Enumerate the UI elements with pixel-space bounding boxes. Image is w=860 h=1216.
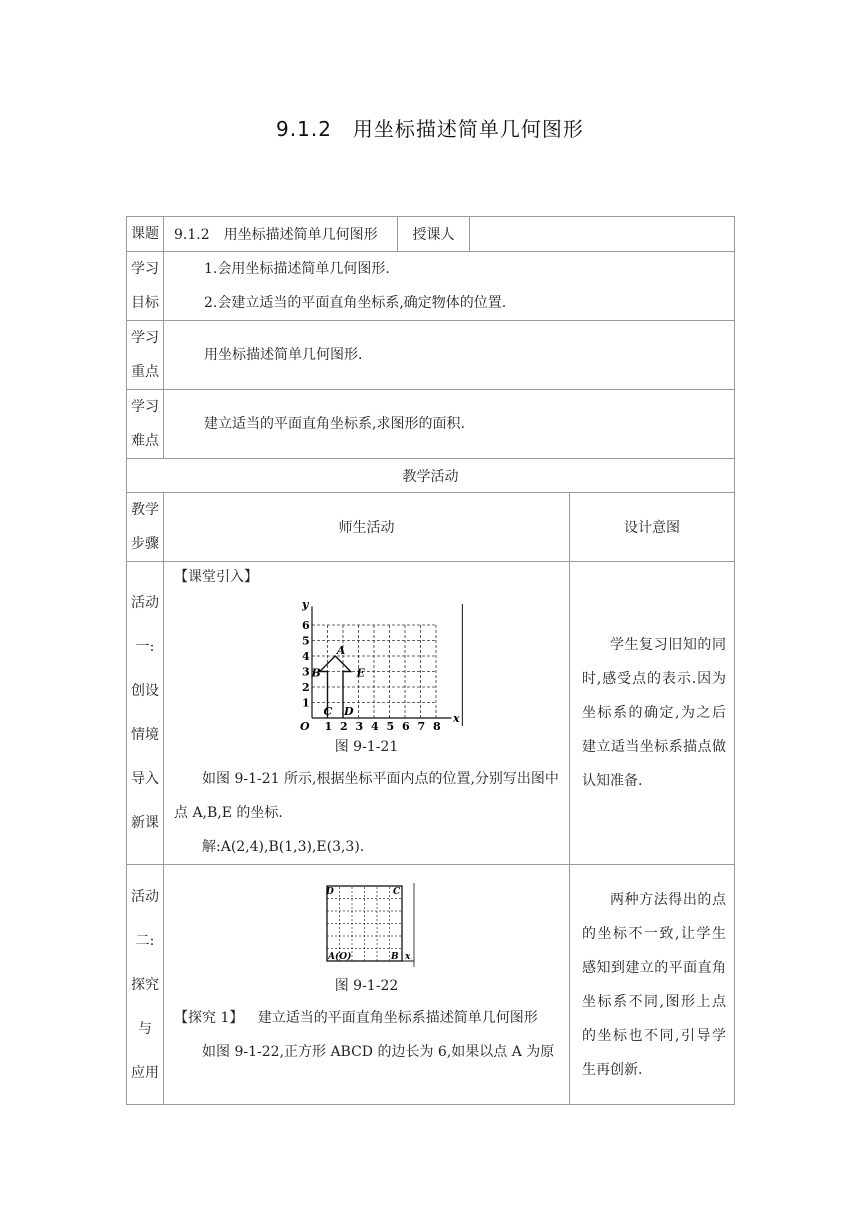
activity-1-answer: 解:A(2,4),B(1,3),E(3,3). — [202, 839, 365, 855]
step-label-line: 步骤 — [131, 536, 159, 552]
teacher-label: 授课人 — [398, 217, 470, 252]
goals-label — [127, 252, 164, 321]
point-label-b: B — [311, 666, 321, 680]
goal-item: 1.会用坐标描述简单几何图形. — [204, 261, 390, 277]
x-tick-label: 7 — [417, 720, 425, 733]
goals-row — [127, 252, 735, 321]
activity-1-row — [127, 562, 735, 865]
columns-row — [127, 493, 735, 562]
x-tick-label: 5 — [386, 720, 394, 733]
y-tick-label: 3 — [301, 665, 310, 679]
y-tick-label: 4 — [301, 650, 310, 663]
x-tick-label: 2 — [339, 720, 348, 733]
x-tick-label: 1 — [324, 720, 332, 733]
goals-content — [164, 252, 735, 321]
x-tick-label: 3 — [355, 720, 363, 733]
activity-2-label — [127, 865, 164, 1105]
difficulty-label-line: 难点 — [131, 433, 159, 449]
point-label-e: E — [356, 666, 365, 680]
page-title: 9.1.2 用坐标描述简单几何图形 — [276, 117, 584, 141]
activity-1-label-line: 创设 — [131, 683, 159, 699]
square-grid-figure-9-1-22 — [317, 881, 417, 971]
activity-2-row — [127, 865, 735, 1105]
vertex-label-c: C — [392, 887, 400, 897]
intent-column-heading: 设计意图 — [570, 493, 735, 562]
point-label-c: C — [323, 705, 332, 718]
activity-2-label-line: 二: — [135, 932, 155, 949]
activity-2-question: 如图 9-1-22,正方形 ABCD 的边长为 6,如果以点 A 为原 — [202, 1044, 555, 1060]
x-tick-label: 4 — [370, 720, 379, 733]
difficulty-row — [127, 390, 735, 459]
key-point-row — [127, 321, 735, 390]
x-tick-label: 8 — [432, 720, 441, 733]
activity-1-label-line: 活动 — [131, 595, 159, 611]
key-point-content — [164, 321, 735, 390]
activity-2-label-line: 与 — [138, 1020, 152, 1037]
activity-1-content — [164, 562, 570, 865]
x-tick-label: 6 — [401, 720, 410, 733]
difficulty-content — [164, 390, 735, 459]
origin-label: O — [299, 720, 310, 733]
point-label-d: D — [343, 705, 354, 718]
figure-9-1-22-caption: 图 9-1-22 — [334, 978, 399, 994]
activity-2-label-line: 应用 — [131, 1064, 159, 1081]
x-axis-label: x — [452, 712, 460, 725]
activity-1-intent-cell — [570, 562, 735, 865]
activities-heading-row — [127, 459, 735, 493]
key-point-label-line: 学习 — [131, 330, 159, 346]
lesson-plan-table — [126, 216, 735, 1105]
activity-2-section-line — [164, 1001, 569, 1035]
y-axis-label: y — [301, 597, 308, 611]
activity-column-heading: 师生活动 — [164, 493, 570, 562]
step-label-line: 教学 — [131, 502, 159, 518]
goals-label-line: 学习 — [131, 261, 159, 277]
activity-1-section-title: 【课堂引入】 — [174, 569, 258, 585]
activity-2-intent: 两种方法得出的点的坐标不一致,让学生感知到建立的平面直角坐标系不同,图形上点的坐标也不同,引导学生再创新. — [582, 891, 726, 1078]
teacher-value — [470, 217, 735, 252]
activity-2-content — [164, 865, 570, 1105]
y-tick-label: 2 — [301, 681, 310, 694]
key-point-label-line: 重点 — [131, 364, 159, 380]
point-label-a: A — [336, 644, 345, 657]
activity-1-intent: 学生复习旧知的同时,感受点的表示.因为坐标系的确定,为之后建立适当坐标系描点做认知准备. — [582, 637, 726, 789]
activity-1-label-line: 导入 — [131, 771, 159, 787]
key-point-label — [127, 321, 164, 390]
header-row — [127, 217, 735, 252]
activity-1-label — [127, 562, 164, 865]
difficulty-label-line: 学习 — [131, 399, 159, 415]
difficulty-label — [127, 390, 164, 459]
topic-label: 课题 — [127, 217, 164, 252]
activity-1-label-line: 一: — [135, 639, 155, 655]
y-tick-label: 5 — [301, 634, 310, 648]
vertex-label-d: D — [325, 887, 334, 897]
coordinate-grid-figure-9-1-21 — [282, 596, 460, 733]
figure-9-1-21-caption: 图 9-1-21 — [334, 739, 399, 755]
difficulty-text: 建立适当的平面直角坐标系,求图形的面积. — [204, 416, 465, 432]
key-point-text: 用坐标描述简单几何图形. — [204, 347, 363, 363]
activity-1-label-line: 情境 — [131, 727, 159, 743]
activity-2-section-title: 【探究 1】 — [174, 1010, 244, 1026]
vertex-label-b: B — [390, 952, 399, 962]
activity-2-label-line: 探究 — [131, 976, 159, 993]
step-label — [127, 493, 164, 562]
vertex-label-a: A(O) — [327, 952, 351, 962]
activity-2-intent-cell — [570, 865, 735, 1105]
y-tick-label: 1 — [301, 696, 310, 710]
activity-2-section-text: 建立适当的平面直角坐标系描述简单几何图形 — [257, 1010, 538, 1026]
topic-value: 9.1.2 用坐标描述简单几何图形 — [164, 217, 398, 252]
activities-heading: 教学活动 — [127, 459, 735, 493]
activity-1-question: 如图 9-1-21 所示,根据坐标平面内点的位置,分别写出图中点 A,B,E 的坐标. — [174, 771, 559, 821]
activity-2-label-line: 活动 — [131, 888, 159, 905]
x-axis-label: x — [404, 952, 410, 962]
goal-item: 2.会建立适当的平面直角坐标系,确定物体的位置. — [204, 295, 507, 311]
y-tick-label: 6 — [301, 619, 310, 632]
goals-label-line: 目标 — [131, 295, 159, 311]
activity-1-label-line: 新课 — [131, 815, 159, 831]
